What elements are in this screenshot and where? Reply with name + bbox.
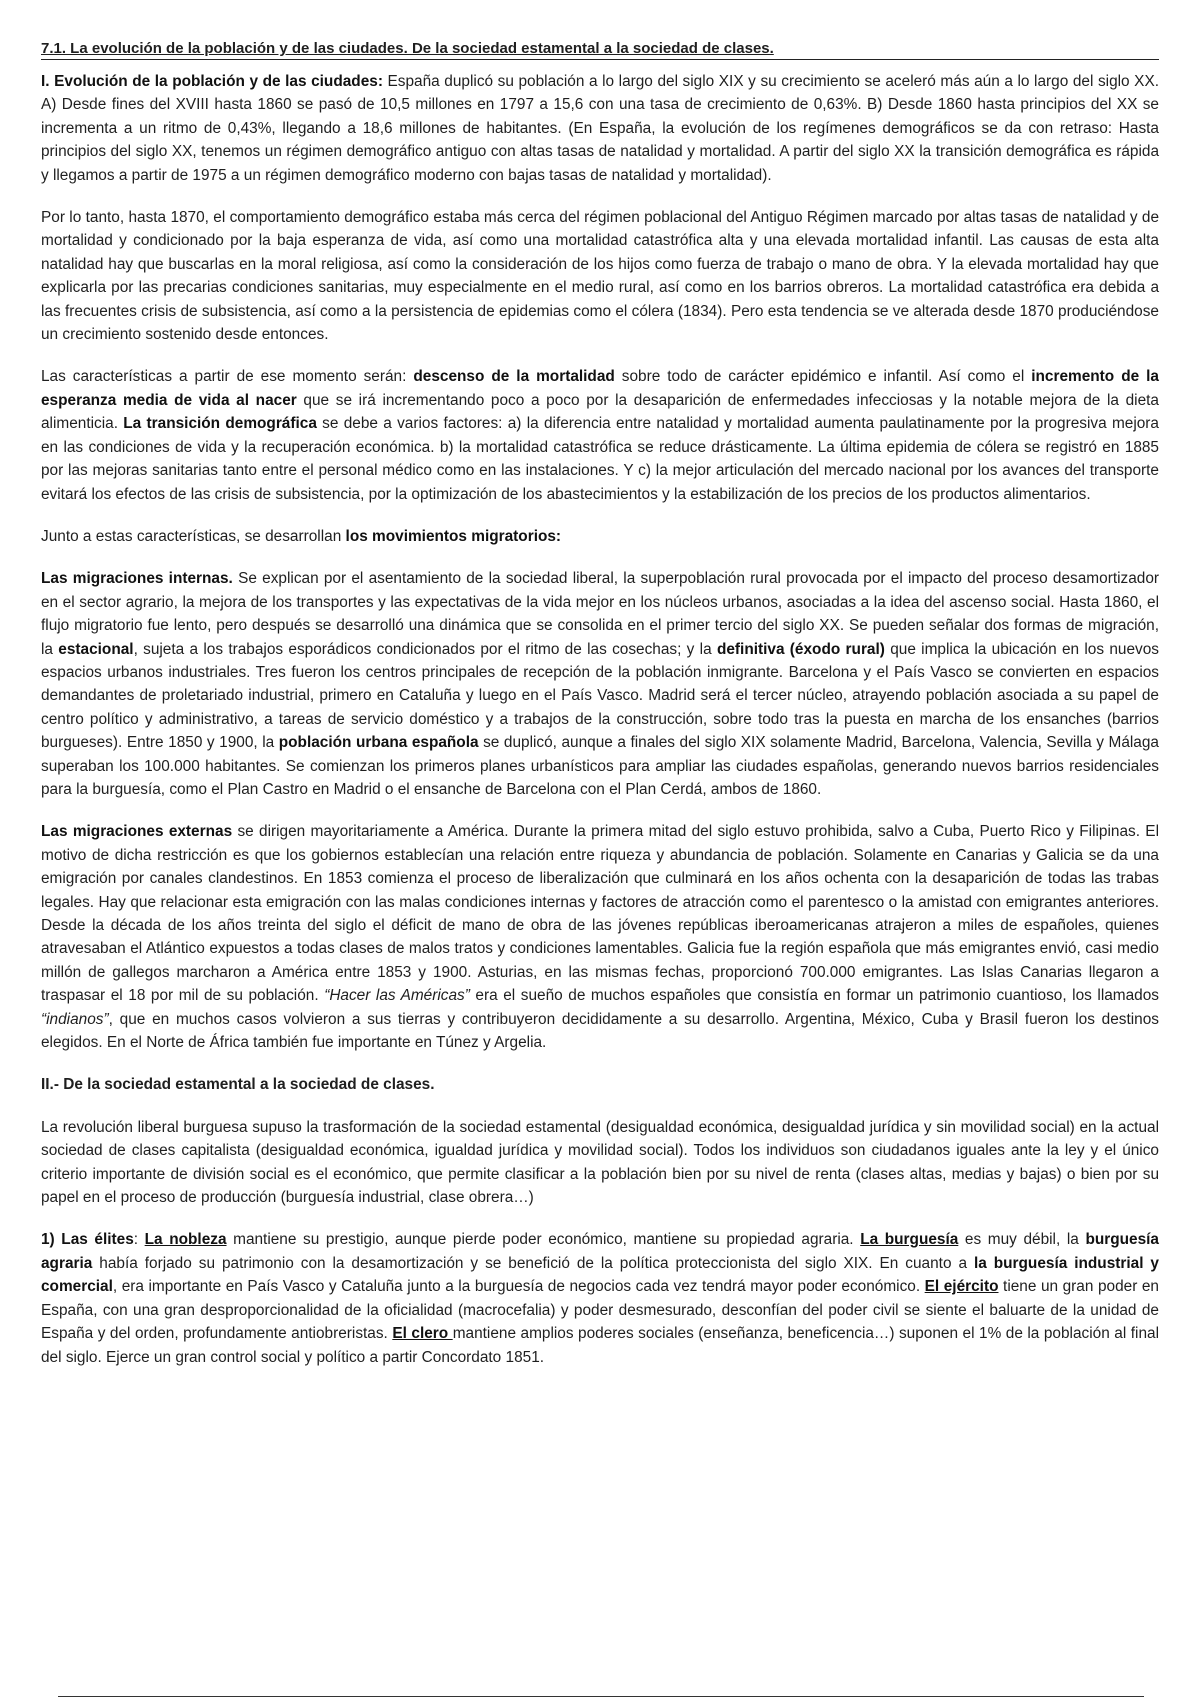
document-title: 7.1. La evolución de la población y de las ciudades. De la sociedad estamental a la sociedad de clases. — [41, 38, 1159, 60]
section-heading-population: I. Evolución de la población y de las ciudades: — [41, 73, 383, 90]
text-run: sobre todo de carácter epidémico e infantil. Así como el — [614, 368, 1032, 386]
text-run: Se explican por el asentamiento de la sociedad liberal, la superpoblación rural provocada por el impacto del proceso desamortizador en el sector agrario, la mejora de los transportes y las expectativas de la vida mejor en los núcleos urbanos, asociadas a la idea del ascenso social. Hasta 1860, el flujo migratorio fue lento, pero después se desarrolló una dinámica que se consolida en el primer tercio del siglo XX. Se pueden señalar dos formas de migración, la — [41, 570, 1160, 658]
italic-term: “indianos” — [41, 1010, 109, 1028]
text-run: se dirigen mayoritariamente a América. Durante la primera mitad del siglo estuvo prohibida, salvo a Cuba, Puerto Rico y Filipinas. El motivo de dicha restricción es que los gobiernos establecían una relación entre riqueza y abundancia de población. Solamente en Canarias y Galicia se da una emigración por canales clandestinos. En 1853 comienza el proceso de liberalización que culminará en los años ochenta con la desaparición de todas las trabas legales. Hay que relacionar esta emigración con las malas condiciones internas y factores de atracción como el parentesco o la amistad con emigrantes anteriores. Desde la década de los años treinta del siglo el déficit de mano de obra de las jóvenes repúblicas iberoamericanas atrajeron a miles de españoles, quienes atravesaban el Atlántico expuestos a todas clases de malos tratos y condiciones lamentables. Galicia fue la región española que más emigrantes envió, casi medio millón de gallegos marcharon a América entre 1853 y 1900. Asturias, en las mismas fechas, proporcionó 700.000 emigrantes. Las Islas Canarias llegaron a traspasar el 18 por mil de su población. — [41, 823, 1159, 1005]
text-run: que implica la ubicación en los nuevos espacios urbanos industriales. Tres fueron los centros principales de recepción de la población inmigrante. Barcelona y el País Vasco se convierten en espacios demandantes de proletariado industrial, primero en Cataluña y luego en el País Vasco. Madrid será el tercer núcleo, atrayendo población asociada a su papel de centro político y administrativo, a tareas de servicio doméstico y a trabajos de la construcción, sobre todo tras la puesta en marcha de los ensanches (barrios burgueses). Entre 1850 y 1900, la — [41, 640, 1159, 752]
paragraph-characteristics — [41, 365, 1159, 505]
paragraph-population-intro — [41, 70, 1159, 187]
text-run: había forjado su patrimonio con la desamortización y se benefició de la política proteccionista del siglo XIX. En cuanto a — [92, 1254, 974, 1272]
paragraph-internal-migrations — [41, 567, 1159, 801]
bold-term: incremento de la esperanza media de vida al nacer — [41, 368, 1159, 409]
underlined-term: La burguesía — [860, 1231, 959, 1249]
underlined-term: El ejército — [924, 1278, 999, 1296]
text-run: : — [133, 1231, 145, 1249]
text-run: tiene un gran poder en España, con una gran desproporcionalidad de la oficialidad (macrocefalia) y poder desmesurado, desconfían del poder civil se siente el baluarte de la unidad de España y del orden, profundamente antiobreristas. — [41, 1278, 1159, 1343]
section-heading-society: II.- De la sociedad estamental a la sociedad de clases. — [41, 1076, 435, 1094]
text-run: mantiene amplios poderes sociales (enseñanza, beneficencia…) suponen el 1% de la población al final del siglo. Ejerce un gran control social y político a partir Concordato 1851. — [41, 1325, 1159, 1366]
bold-term: burguesía agraria — [41, 1231, 1159, 1272]
document-page — [41, 38, 1159, 1388]
text-run: Junto a estas características, se desarrollan — [41, 527, 346, 545]
bold-term: la burguesía industrial y comercial — [41, 1254, 1159, 1296]
bold-term: definitiva (éxodo rural) — [716, 640, 885, 658]
text-run: que se irá incrementando poco a poco por la desaparición de enfermedades infecciosas y la notable mejora de la dieta alimenticia. — [41, 391, 1159, 433]
underlined-term: La nobleza — [144, 1231, 227, 1249]
text-run: es muy débil, la — [958, 1231, 1086, 1249]
text-run: Las características a partir de ese momento serán: — [41, 368, 414, 386]
underlined-term: El clero — [392, 1325, 453, 1343]
paragraph-demographic-regime: Por lo tanto, hasta 1870, el comportamiento demográfico estaba más cerca del régimen poblacional del Antiguo Régimen marcado por altas tasas de natalidad y de mortalidad y condicionado por la baja esperanza de vida, así como una mortalidad catastrófica alta y una elevada mortalidad infantil. Las causas de esta alta natalidad hay que buscarlas en la moral religiosa, así como la consideración de los hijos como fuerza de trabajo o mano de obra. Y la elevada mortalidad hay que explicarla por las precarias condiciones sanitarias, muy especialmente en el medio rural, así como en los barrios obreros. La mortalidad catastrófica era debida a las frecuentes crisis de subsistencia, así como a la persistencia de epidemias como el cólera (1834). Pero esta tendencia se ve alterada desde 1870 produciéndose un crecimiento sostenido desde entonces. — [41, 209, 1159, 344]
paragraph-migrations-intro — [41, 525, 1159, 548]
bold-term: 1) Las élites — [41, 1231, 134, 1249]
paragraph-external-migrations — [41, 820, 1159, 1054]
text-run: era el sueño de muchos españoles que consistía en formar un patrimonio cuantioso, los llamados — [469, 987, 1159, 1005]
bold-term: Las migraciones externas — [41, 823, 233, 841]
paragraph-elites — [41, 1228, 1159, 1368]
bold-term: descenso de la mortalidad — [413, 368, 615, 386]
bold-term: Las migraciones internas. — [41, 570, 233, 588]
paragraph-society-intro: La revolución liberal burguesa supuso la trasformación de la sociedad estamental (desigualdad económica, desigualdad jurídica y sin movilidad social) en la actual sociedad de clases capitalista (desigualdad económica, igualdad jurídica y movilidad social). Todos los individuos son ciudadanos iguales ante la ley y el único criterio importante de división social es el económico, que permite clasificar a la población bien por su nivel de renta (clases altas, medias y bajas) o bien por su papel en el proceso de producción (burguesía industrial, clase obrera…) — [41, 1118, 1159, 1207]
text-run: , que en muchos casos volvieron a sus tierras y contribuyeron decididamente a su desarrollo. Argentina, México, Cuba y Brasil fueron los destinos elegidos. En el Norte de África también fue importante en Túnez y Argelia. — [41, 1010, 1159, 1052]
text-run: se debe a varios factores: a) la diferencia entre natalidad y mortalidad aumenta paulatinamente por la progresiva mejora en las condiciones de vida y la recuperación económica. b) la mortalidad catastrófica se reduce drásticamente. La última epidemia de cólera se registró en 1885 por las mejoras sanitarias tanto entre el personal médico como en las instalaciones. Y c) la mejor articulación del mercado nacional por los avances del transporte evitará los efectos de las crisis de subsistencia, por la optimización de los abastecimientos y la estabilización de los precios de los productos alimentarios. — [41, 415, 1159, 503]
bold-term: La transición demográfica — [123, 415, 317, 433]
text-run: , sujeta a los trabajos esporádicos condicionados por el ritmo de las cosechas; y la — [133, 640, 717, 658]
paragraph-text: España duplicó su población a lo largo del siglo XIX y su crecimiento se aceleró más aún a lo largo del siglo XX. A) Desde fines del XVIII hasta 1860 se pasó de 10,5 millones en 1797 a 15,6 con una tasa de crecimiento de 0,63%. B) Desde 1860 hasta principios del XX se incrementa a un ritmo de 0,43%, llegando a 18,6 millones de habitantes. (En España, la evolución de los regímenes demográficos se da con retraso: Hasta principios del siglo XX, tenemos un régimen demográfico antiguo con altas tasas de natalidad y mortalidad. A partir del siglo XX la transición demográfica es rápida y llegamos a partir de 1975 a un régimen demográfico moderno con bajas tasas de natalidad y mortalidad). — [41, 73, 1159, 184]
italic-term: “Hacer las Américas” — [324, 987, 470, 1005]
bold-term: los movimientos migratorios: — [345, 527, 562, 545]
text-run: se duplicó, aunque a finales del siglo XIX solamente Madrid, Barcelona, Valencia, Sevilla y Málaga superaban los 100.000 habitantes. Se comienzan los primeros planes urbanísticos para ampliar las ciudades españolas, generando nuevos barrios residenciales para la burguesía, como el Plan Castro en Madrid o el ensanche de Barcelona con el Plan Cerdá, ambos de 1860. — [41, 734, 1159, 798]
text-run: , era importante en País Vasco y Cataluña junto a la burguesía de negocios cada vez tendrá mayor poder económico. — [112, 1278, 925, 1296]
text-run: mantiene su prestigio, aunque pierde poder económico, mantiene su propiedad agraria. — [226, 1231, 861, 1249]
bold-term: población urbana española — [278, 734, 479, 752]
bold-term: estacional — [58, 640, 134, 658]
footer-divider — [58, 1696, 1144, 1697]
